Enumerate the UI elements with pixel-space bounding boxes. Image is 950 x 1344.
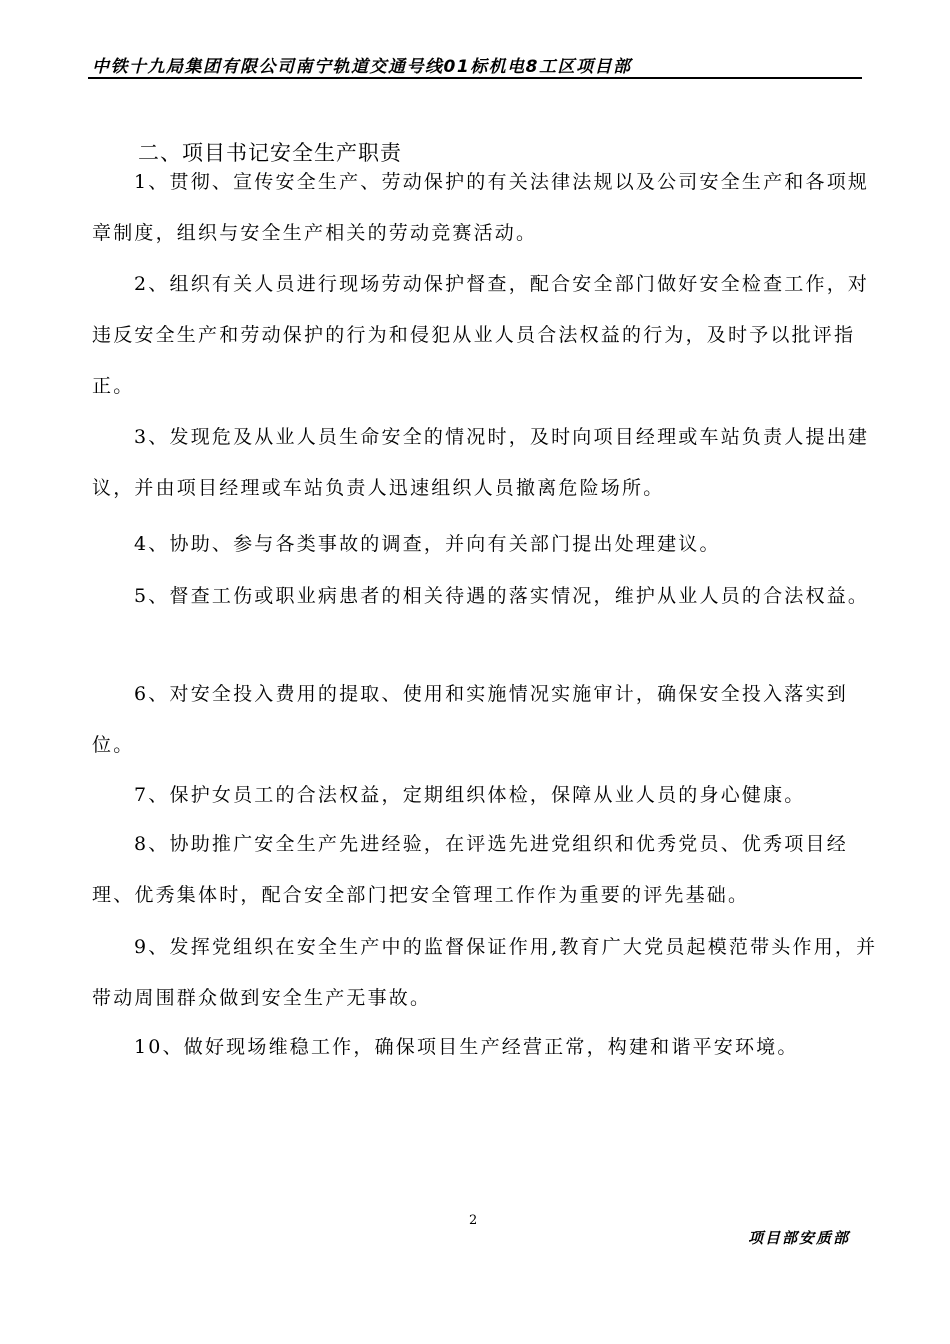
page-number: 2 (469, 1213, 478, 1228)
duty-paragraph-4: 4、协助、参与各类事故的调查，并向有关部门提出处理建议。 (134, 533, 721, 555)
header-rule (88, 77, 862, 79)
duty-paragraph-2: 2、组织有关人员进行现场劳动保护督查，配合安全部门做好安全检查工作，对违反安全生产和劳动保护的行为和侵犯从业人员合法权益的行为，及时予以批评指正。 (92, 273, 870, 397)
document-header: 中铁十九局集团有限公司南宁轨道交通号线01标机电8工区项目部 (92, 57, 632, 77)
duty-paragraph-9: 9、发挥党组织在安全生产中的监督保证作用,教育广大党员起模范带头作用，并带动周围群众做到安全生产无事故。 (92, 936, 878, 1009)
duty-paragraph-3: 3、发现危及从业人员生命安全的情况时，及时向项目经理或车站负责人提出建议，并由项目经理或车站负责人迅速组织人员撤离危险场所。 (92, 426, 870, 499)
footer-department: 项目部安质部 (748, 1229, 851, 1247)
duty-paragraph-5: 5、督查工伤或职业病患者的相关待遇的落实情况，维护从业人员的合法权益。 (134, 585, 870, 607)
duty-paragraph-10: 10、做好现场维稳工作，确保项目生产经营正常，构建和谐平安环境。 (134, 1036, 799, 1058)
duty-paragraph-6: 6、对安全投入费用的提取、使用和实施情况实施审计，确保安全投入落实到位。 (92, 683, 848, 756)
section-title: 二、项目书记安全生产职责 (138, 141, 402, 165)
duty-paragraph-7: 7、保护女员工的合法权益，定期组织体检，保障从业人员的身心健康。 (134, 784, 806, 806)
duty-paragraph-8: 8、协助推广安全生产先进经验，在评选先进党组织和优秀党员、优秀项目经理、优秀集体时，配合安全部门把安全管理工作作为重要的评先基础。 (92, 833, 848, 906)
duty-paragraph-1: 1、贯彻、宣传安全生产、劳动保护的有关法律法规以及公司安全生产和各项规章制度，组织与安全生产相关的劳动竞赛活动。 (92, 171, 870, 244)
